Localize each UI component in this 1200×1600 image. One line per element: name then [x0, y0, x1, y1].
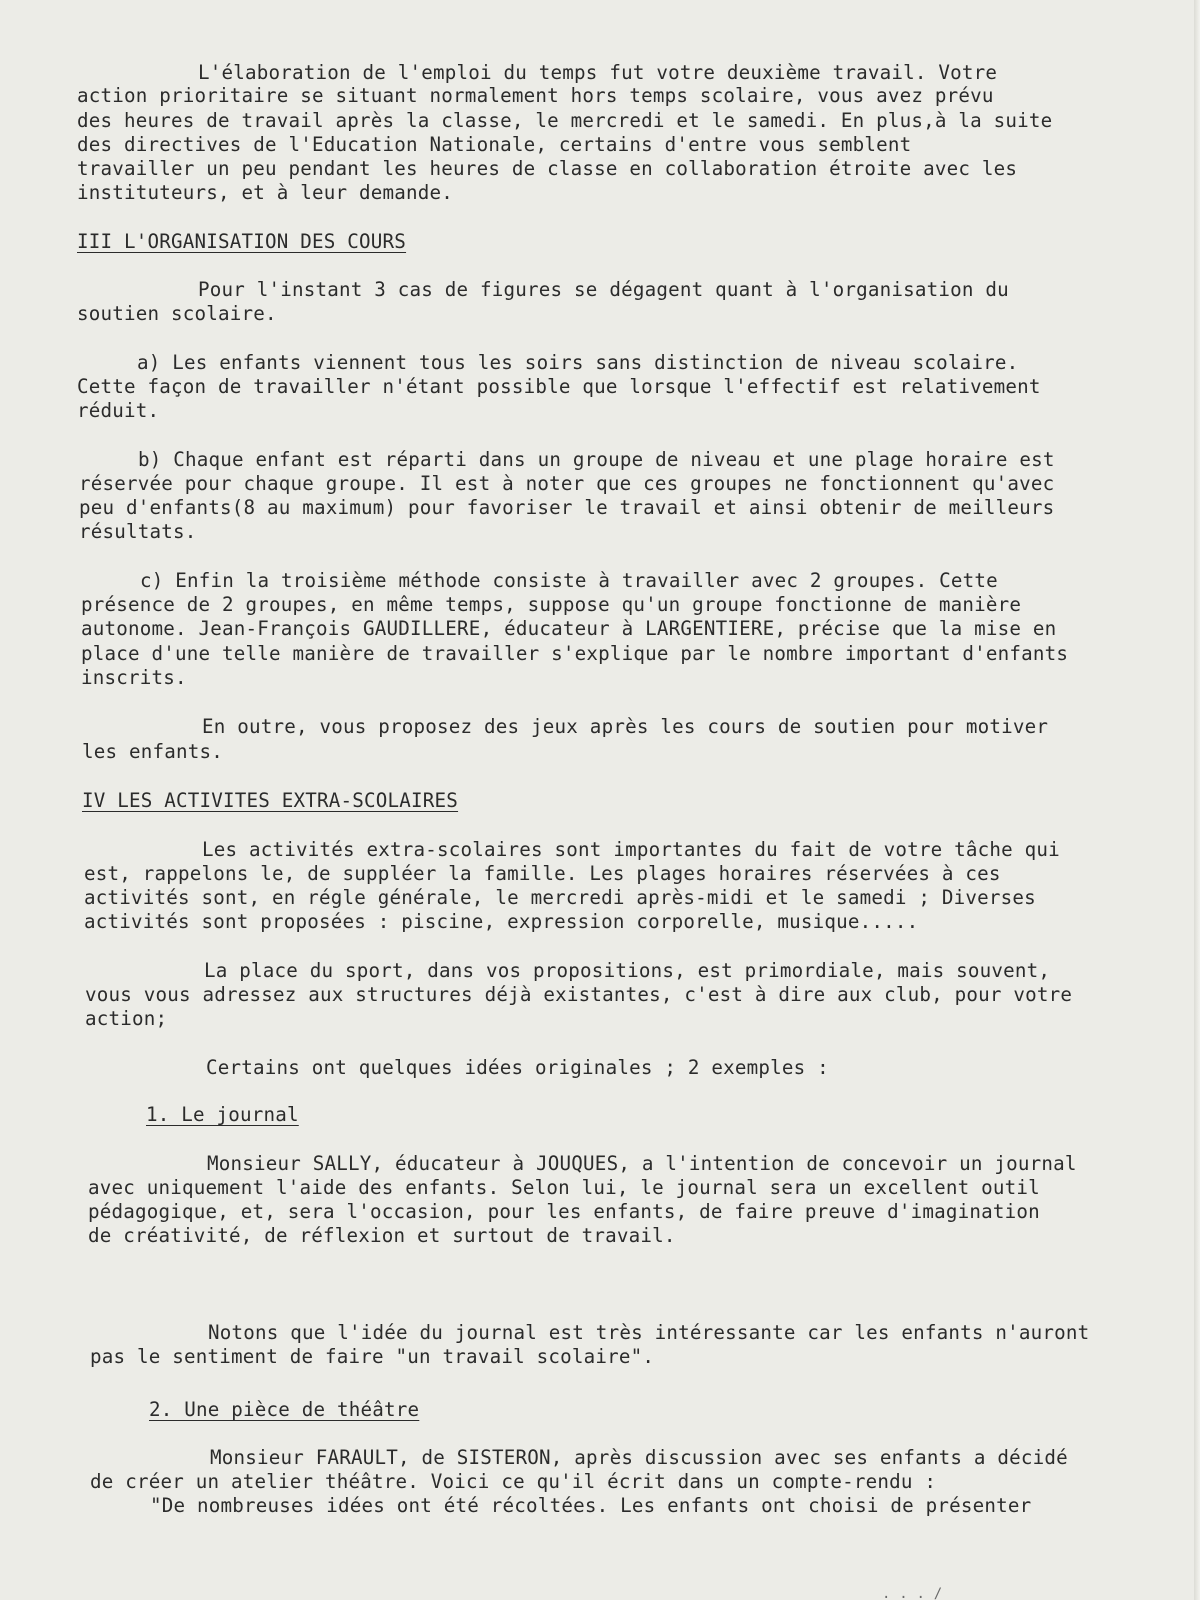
section-4-heading: IV LES ACTIVITES EXTRA-SCOLAIRES [82, 789, 459, 812]
intro-line-2: action prioritaire se situant normalement hors temps scolaire, vous avez prévu [77, 84, 994, 107]
section-4-para1-line-4: activités sont proposées : piscine, expression corporelle, musique..... [84, 910, 919, 933]
case-c-line-1: c) Enfin la troisième méthode consiste à travailler avec 2 groupes. Cette [140, 569, 998, 592]
section-3-intro-line-1: Pour l'instant 3 cas de figures se dégagent quant à l'organisation du [198, 278, 1009, 301]
subsection-1-para-line-3: pédagogique, et, sera l'occasion, pour les enfants, de faire preuve d'imagination [88, 1200, 1040, 1223]
subsection-2-para-line-3: "De nombreuses idées ont été récoltées. Les enfants ont choisi de présenter [150, 1494, 1032, 1517]
subsection-1-heading: 1. Le journal [146, 1103, 299, 1126]
section-4-para1-line-2: est, rappelons le, de suppléer la famille. Les plages horaires réservées à ces [84, 862, 1001, 885]
section-3-outro-line-1: En outre, vous proposez des jeux après les cours de soutien pour motiver [202, 715, 1049, 738]
subsection-2-para-line-2: de créer un atelier théâtre. Voici ce qu'il écrit dans un compte-rendu : [90, 1470, 937, 1493]
subsection-1-note-line-2: pas le sentiment de faire "un travail scolaire". [90, 1345, 655, 1368]
subsection-1-para-line-1: Monsieur SALLY, éducateur à JOUQUES, a l'intention de concevoir un journal [207, 1152, 1077, 1175]
intro-line-5: travailler un peu pendant les heures de classe en collaboration étroite avec les [77, 157, 1018, 180]
section-4-para3: Certains ont quelques idées originales ; 2 exemples : [206, 1056, 829, 1079]
subsection-2-para-line-1: Monsieur FARAULT, de SISTERON, après discussion avec ses enfants a décidé [210, 1446, 1068, 1469]
case-a-line-3: réduit. [77, 399, 160, 422]
intro-line-6: instituteurs, et à leur demande. [77, 181, 454, 204]
section-4-para1-line-3: activités sont, en régle générale, le mercredi après-midi et le samedi ; Diverses [84, 886, 1036, 909]
section-4-para1-line-1: Les activités extra-scolaires sont importantes du fait de votre tâche qui [202, 838, 1060, 861]
section-3-outro-line-2: les enfants. [82, 740, 224, 763]
page-edge-shadow [1194, 0, 1200, 1600]
section-4-para2-line-2: vous vous adressez aux structures déjà existantes, c'est à dire aux club, pour votre [85, 983, 1073, 1006]
case-b-line-2: réservée pour chaque groupe. Il est à noter que ces groupes ne fonctionnent qu'avec [79, 472, 1055, 495]
case-a-line-1: a) Les enfants viennent tous les soirs sans distinction de niveau scolaire. [137, 351, 1019, 374]
case-c-line-3: autonome. Jean-François GAUDILLERE, éducateur à LARGENTIERE, précise que la mise en [81, 617, 1057, 640]
intro-line-1: L'élaboration de l'emploi du temps fut votre deuxième travail. Votre [198, 61, 998, 84]
case-a-line-2: Cette façon de travailler n'étant possible que lorsque l'effectif est relativement [77, 375, 1041, 398]
case-b-line-1: b) Chaque enfant est réparti dans un groupe de niveau et une plage horaire est [138, 448, 1055, 471]
subsection-2-heading: 2. Une pièce de théâtre [149, 1398, 420, 1421]
case-b-line-3: peu d'enfants(8 au maximum) pour favoriser le travail et ainsi obtenir de meilleurs [79, 496, 1055, 519]
section-3-heading: III L'ORGANISATION DES COURS [77, 230, 407, 253]
intro-line-4: des directives de l'Education Nationale, certains d'entre vous semblent [77, 133, 912, 156]
subsection-1-para-line-4: de créativité, de réflexion et surtout de travail. [88, 1224, 676, 1247]
subsection-1-note-line-1: Notons que l'idée du journal est très intéressante car les enfants n'auront [208, 1321, 1090, 1344]
case-c-line-4: place d'une telle manière de travailler s'explique par le nombre important d'enfants [81, 642, 1069, 665]
section-4-para2-line-1: La place du sport, dans vos propositions, est primordiale, mais souvent, [204, 959, 1051, 982]
continuation-mark: . . . / [882, 1586, 943, 1600]
subsection-1-para-line-2: avec uniquement l'aide des enfants. Selon lui, le journal sera un excellent outil [88, 1176, 1040, 1199]
section-4-para2-line-3: action; [85, 1007, 168, 1030]
case-c-line-2: présence de 2 groupes, en même temps, suppose qu'un groupe fonctionne de manière [81, 593, 1022, 616]
section-3-intro-line-2: soutien scolaire. [77, 302, 277, 325]
case-c-line-5: inscrits. [81, 666, 187, 689]
case-b-line-4: résultats. [79, 520, 197, 543]
intro-line-3: des heures de travail après la classe, le mercredi et le samedi. En plus,à la suite [77, 109, 1053, 132]
